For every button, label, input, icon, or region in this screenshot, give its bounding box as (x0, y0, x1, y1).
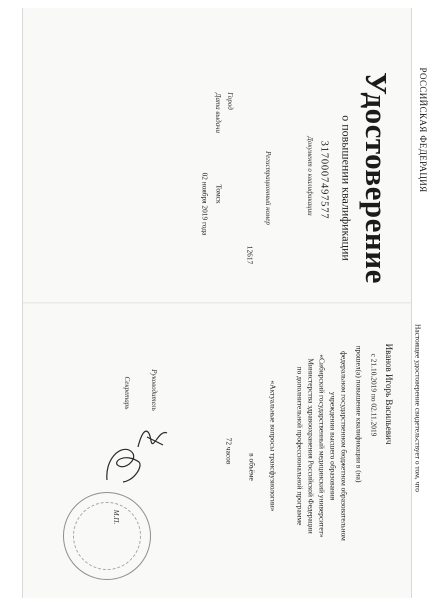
org-line-2: учреждении высшего образования (328, 391, 338, 501)
intro-text: Настоящее удостоверение свидетельствует о том, что (413, 324, 423, 492)
volume-caption: в объёме (247, 453, 257, 481)
org-line-4: Министерства здравоохранения Российской Федерации (306, 358, 316, 534)
stamp-caption: М.П. (112, 509, 120, 525)
certificate-title: Удостоверение (359, 72, 394, 284)
person-name: Иванов Игорь Васильевич (384, 343, 394, 445)
official-seal (63, 492, 151, 580)
secretary-caption: Секретарь (123, 376, 131, 410)
date-caption: Дата выдачи (214, 93, 222, 133)
program-title: «Актуальные вопросы трансфузиологии» (268, 380, 278, 512)
issue-date: 02 ноября 2019 года (200, 172, 210, 236)
passed-text: прошел(а) повышение квалификации в (на) (354, 345, 364, 483)
city-value: Томск (214, 184, 224, 204)
reg-number-caption: Регистрационный номер (264, 151, 272, 225)
document-number: 3170007497577 (318, 140, 330, 220)
org-line-3: «Сибирский государственный медицинский университет» (317, 354, 327, 538)
reg-number: 12617 (245, 245, 255, 265)
hours-value: 72 часов (224, 437, 234, 465)
org-line-1: федеральном государственном бюджетном образовательном (339, 351, 349, 541)
secretary-signature (99, 440, 147, 488)
org-line-5: по дополнительной профессиональной программе (295, 366, 305, 526)
country-heading: РОССИЙСКАЯ ФЕДЕРАЦИЯ (418, 67, 428, 193)
training-period: с 21.10.2019 по 02.11.2019 (369, 353, 379, 437)
head-caption: Руководитель (150, 369, 158, 411)
document-number-caption: Документ о квалификации (306, 136, 314, 216)
city-caption: Город (226, 92, 234, 110)
certificate-subtitle: о повышении квалификации (339, 115, 354, 261)
page-fold (23, 302, 411, 304)
certificate-page (22, 8, 428, 598)
